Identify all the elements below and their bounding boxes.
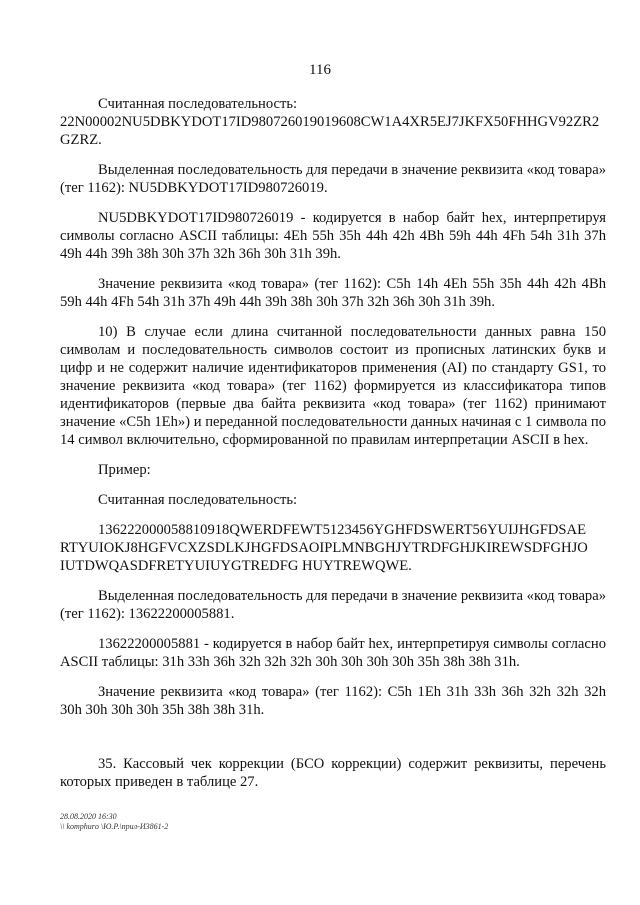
paragraph-hex-encoding-2: 13622200005881 - кодируется в набор байт hex, интерпретируя символы согласно ASCII таблицы: 31h 33h 36h 32h 32h 32h 30h 30h 30h 30h 35h 38h 38h 31h. <box>60 636 606 670</box>
paragraph-read-sequence-label-2: Считанная последовательность: <box>98 492 298 508</box>
paragraph-item-35: 35. Кассовый чек коррекции (БСО коррекции) содержит реквизиты, перечень которых приведен в таблице 27. <box>60 756 606 790</box>
paragraph-tag-value: Значение реквизита «код товара» (тег 1162): C5h 14h 4Eh 55h 35h 44h 42h 4Bh 59h 44h 4Fh 54h 31h 37h 49h 44h 39h 38h 30h 37h 32h 36h 30h 31h 39h. <box>60 276 606 310</box>
paragraph-read-sequence-label: Считанная последовательность: <box>98 96 298 112</box>
paragraph-read-sequence-value: 22N00002NU5DBKYDOT17ID980726019019608CW1A4XR5EJ7JKFX50FHHGV92ZR2GZRZ. <box>60 114 600 148</box>
paragraph-selected-sequence-2: Выделенная последовательность для передачи в значение реквизита «код товара» (тег 1162): 13622200005881. <box>60 588 606 622</box>
paragraph-hex-encoding: NU5DBKYDOT17ID980726019 - кодируется в набор байт hex, интерпретируя символы согласно ASCII таблицы: 4Eh 55h 35h 44h 42h 4Bh 59h 44h 4Fh 54h 31h 37h 49h 44h 39h 38h 30h 37h 32h 36h 30h 31h 39h. <box>60 210 606 262</box>
sequence-line-2: RTYUIOKJ8HGFVCXZSDLKJHGFDSAOIPLMNBGHJYTRDFGHJKIREWSDFGHJO <box>60 540 588 556</box>
paragraph-example-label: Пример: <box>98 462 151 478</box>
paragraph-read-sequence-value-2 <box>60 521 606 575</box>
footer-path: \\ komphurо \Ю.Р.\прил-И3861-2 <box>60 822 169 831</box>
sequence-line-1: 136222000058810918QWERDFEWT5123456YGHFDSWERT56YUIJHGFDSAE <box>98 522 587 538</box>
footer-stamp <box>60 812 168 832</box>
paragraph-tag-value-2: Значение реквизита «код товара» (тег 1162): C5h 1Eh 31h 33h 36h 32h 32h 32h 30h 30h 30h 30h 35h 38h 38h 31h. <box>60 684 606 718</box>
document-body <box>60 95 606 803</box>
paragraph-rule-10: 10) В случае если длина считанной последовательности данных равна 150 символам и последовательность символов состоит из прописных латинских букв и цифр и не содержит наличие идентификаторов применения (AI) по стандарту GS1, то значение реквизита «код товара» (тег 1162) формируется из классификатора типов идентификаторов (первые два байта реквизита «код товара» (тег 1162) принимают значение «C5h 1Eh») и переданной последовательности данных начиная с 1 символа по 14 символ включительно, сформированной по правилам интерпретации ASCII в hex. <box>60 324 606 448</box>
paragraph-selected-sequence: Выделенная последовательность для передачи в значение реквизита «код товара» (тег 1162): NU5DBKYDOT17ID980726019. <box>60 162 606 196</box>
sequence-line-3: IUTDWQASDFRETYUIUYGTREDFG HUYTREWQWE. <box>60 558 412 574</box>
page-number: 116 <box>309 62 331 78</box>
footer-date: 28.08.2020 16:30 <box>60 812 117 821</box>
